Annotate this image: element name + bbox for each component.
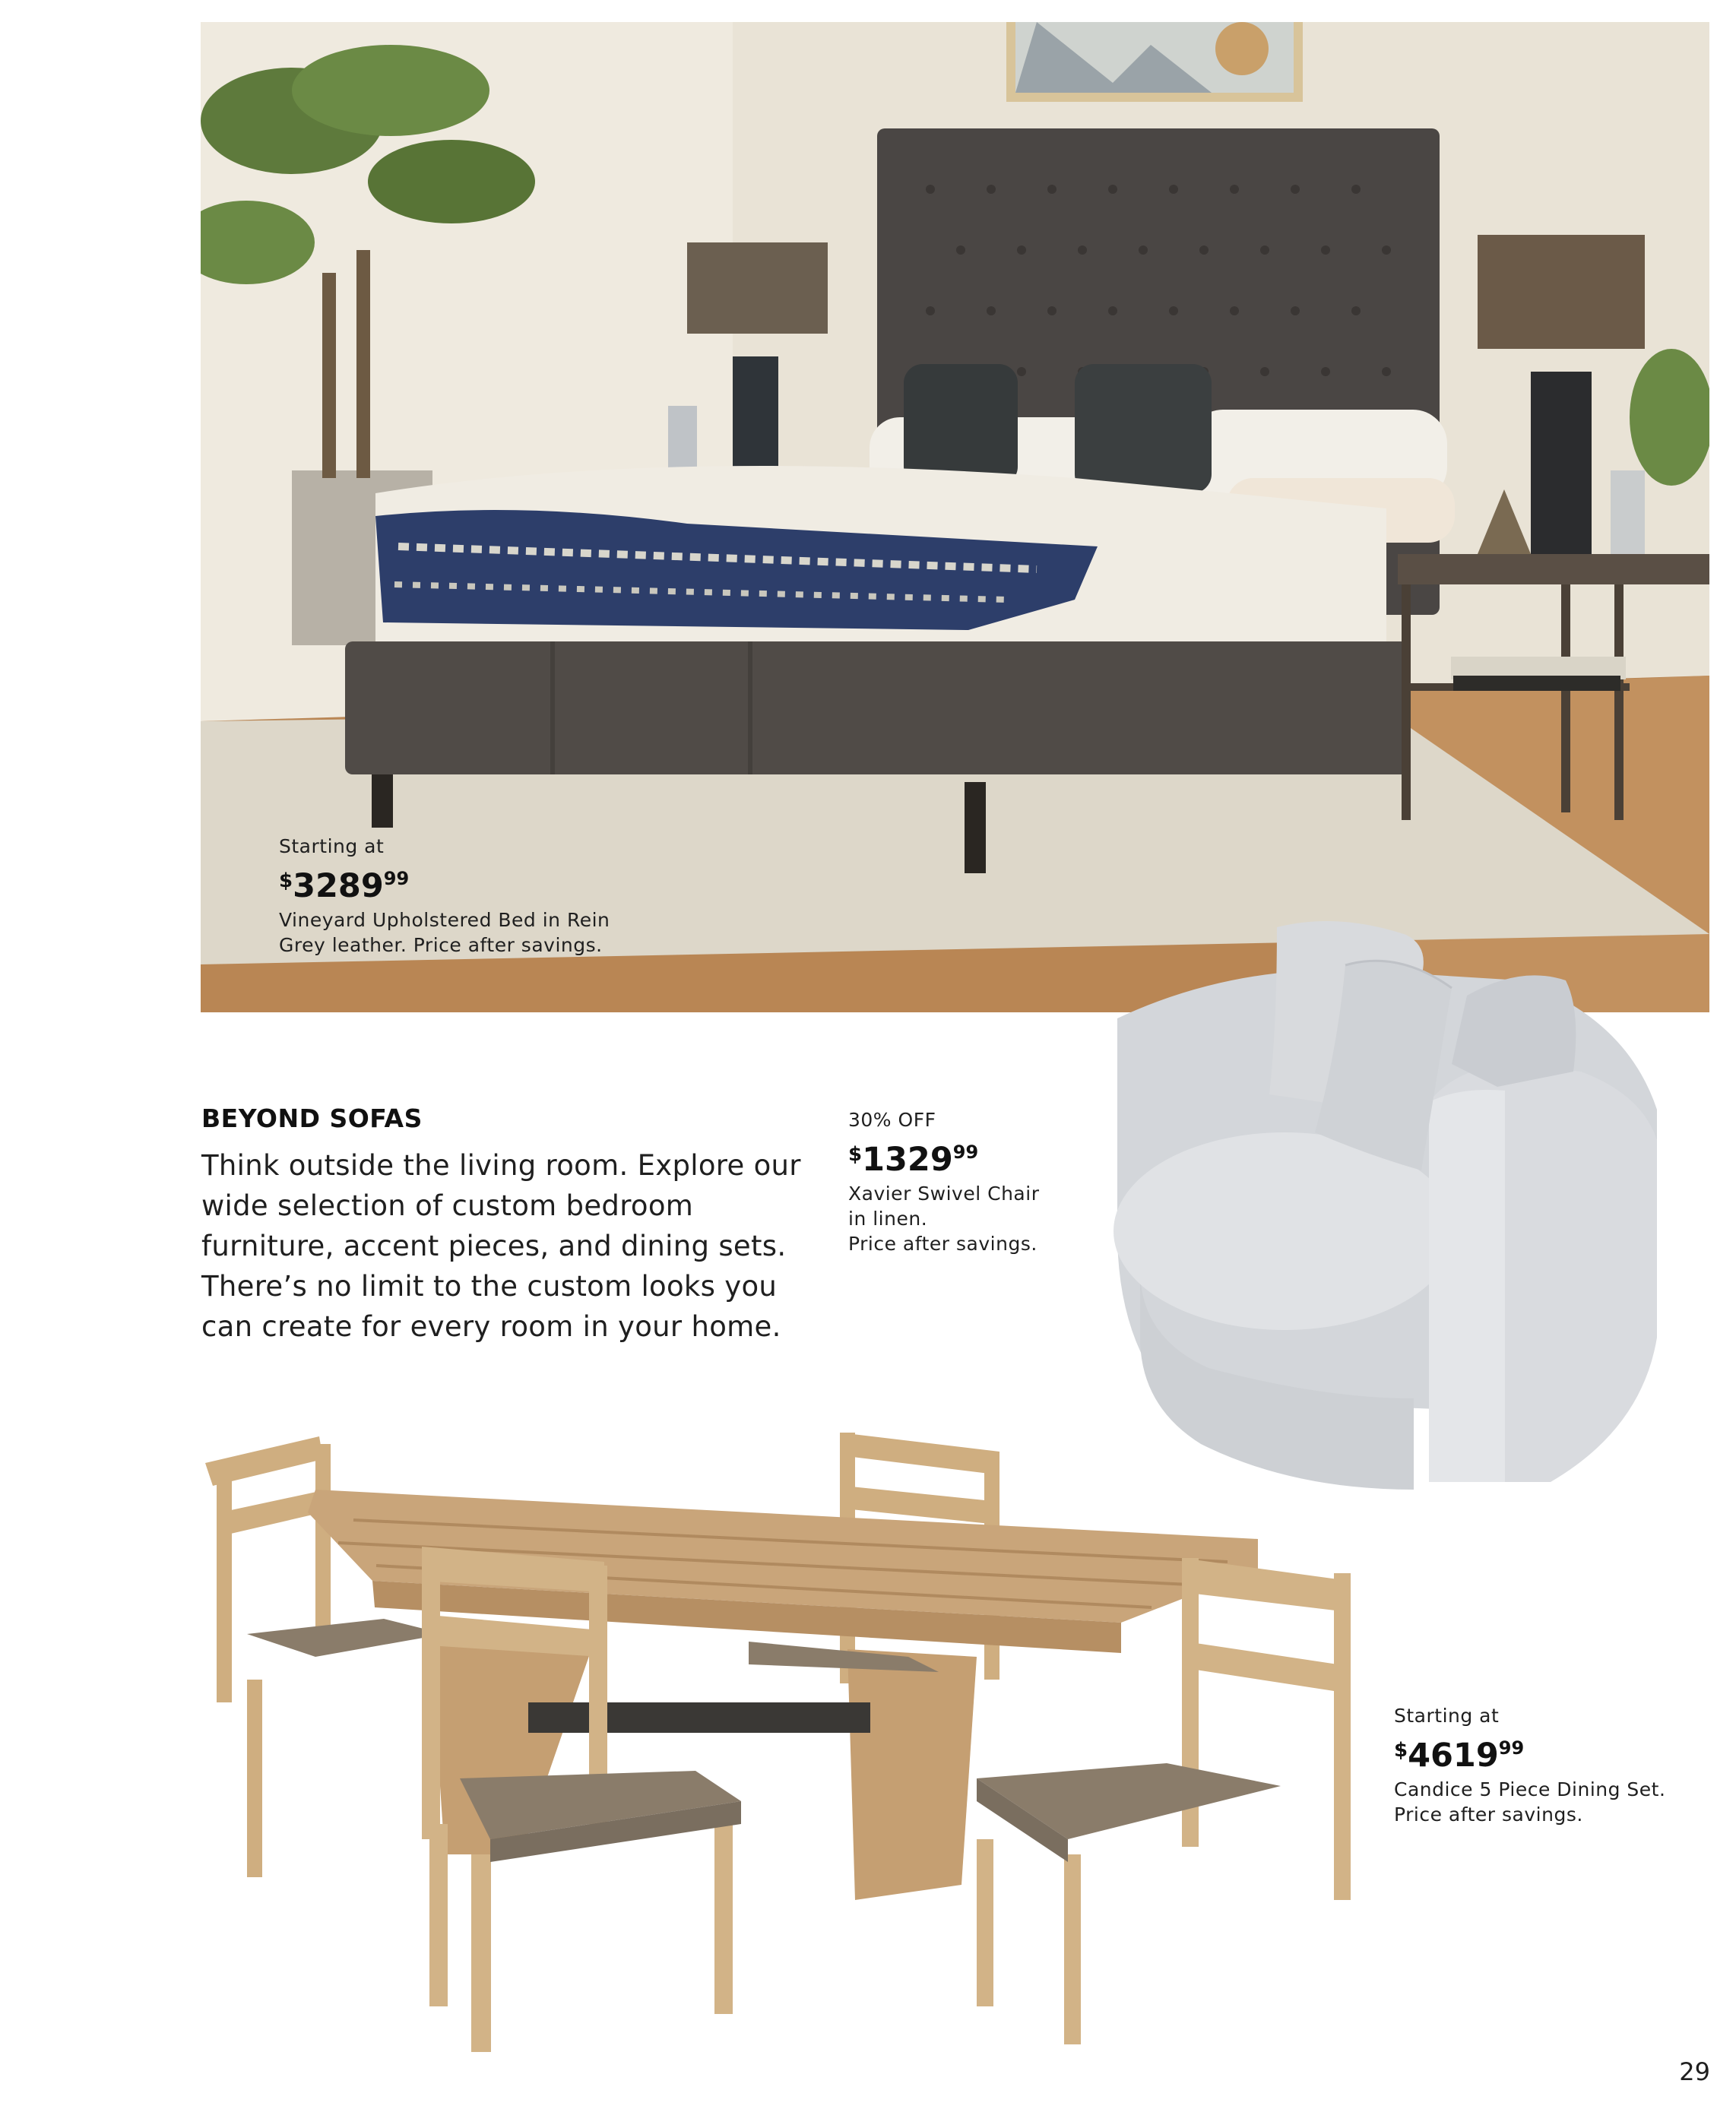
chair-price <box>848 1134 1099 1178</box>
chair-price-main: 1329 <box>862 1141 953 1179</box>
dining-lead: Starting at <box>1394 1705 1500 1727</box>
dining-set-image <box>201 1429 1372 2052</box>
chair-desc-line3: Price after savings. <box>848 1233 1037 1255</box>
page-number: 29 <box>1679 2057 1710 2086</box>
dining-desc-line1: Candice 5 Piece Dining Set. <box>1394 1778 1666 1800</box>
dining-price <box>1394 1730 1713 1774</box>
dining-price-main: 4619 <box>1408 1737 1499 1775</box>
chair-desc-line2: in linen. <box>848 1208 928 1230</box>
bed-price-cents: 99 <box>383 868 410 889</box>
dining-currency: $ <box>1394 1739 1408 1762</box>
chair-price-caption <box>848 1107 1099 1256</box>
dining-desc-line2: Price after savings. <box>1394 1803 1583 1826</box>
swivel-chair-image <box>1095 912 1672 1505</box>
bed-price-caption <box>279 834 674 958</box>
bed-desc-line2: Grey leather. Price after savings. <box>279 934 603 956</box>
intro-paragraph: Think outside the living room. Explore our wide selection of custom bedroom furniture, accent pieces, and dining sets. There’s no limit to the custom looks you can create for every room in your home. <box>201 1149 801 1343</box>
dining-price-caption <box>1394 1703 1713 1827</box>
chair-currency: $ <box>848 1143 863 1166</box>
bed-price <box>279 860 674 904</box>
bed-lead: Starting at <box>279 835 385 857</box>
chair-lead: 30% OFF <box>848 1109 936 1131</box>
bed-desc-line1: Vineyard Upholstered Bed in Rein <box>279 909 610 931</box>
chair-price-cents: 99 <box>952 1142 979 1163</box>
bed-price-main: 3289 <box>293 867 384 905</box>
bed-currency: $ <box>279 869 293 892</box>
intro-section <box>201 1104 809 1347</box>
chair-desc-line1: Xavier Swivel Chair <box>848 1183 1040 1205</box>
section-heading: BEYOND SOFAS <box>201 1104 423 1133</box>
dining-price-cents: 99 <box>1498 1737 1525 1759</box>
